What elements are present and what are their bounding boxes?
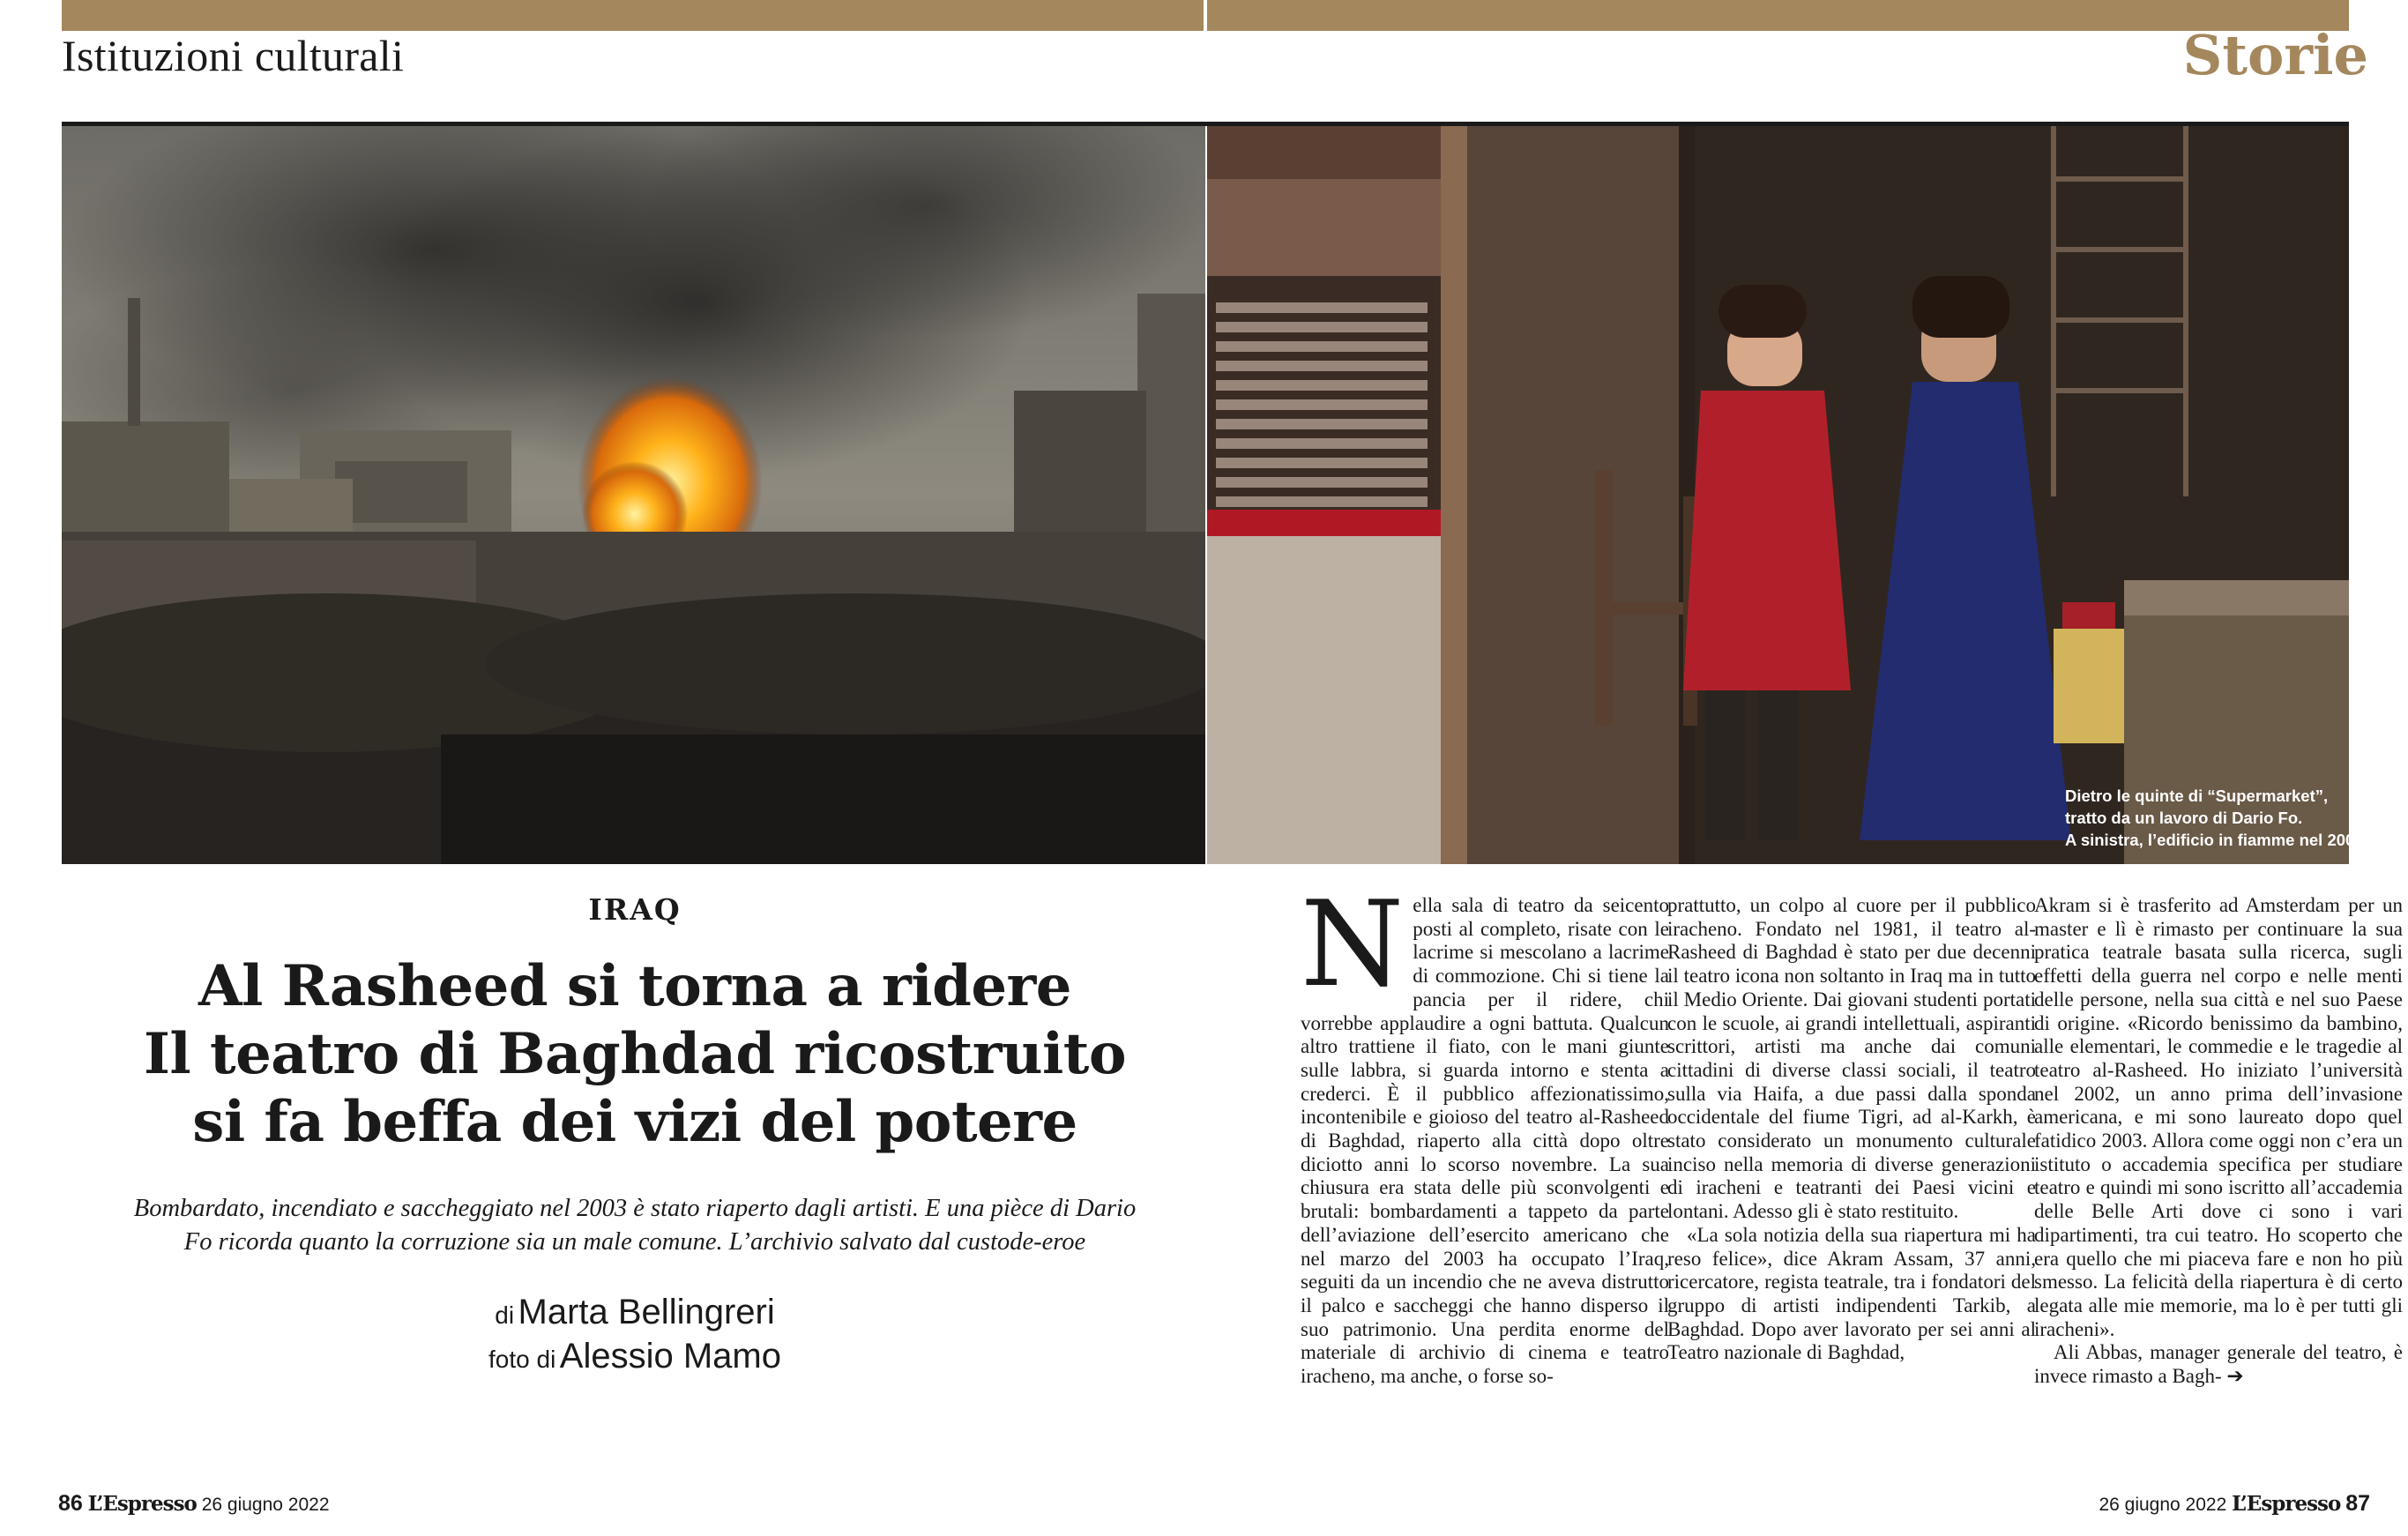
photographer-prefix: foto di	[488, 1346, 556, 1373]
headline-line-2: Il teatro di Baghdad ricostruito	[143, 1021, 1127, 1087]
column-3-paragraph-1: Akram si è trasferito ad Amsterdam per un master e lì è rimasto per continuare la sua pratica teatrale basata sulla ricerca, sugli effetti della guerra nel corpo e nelle menti delle persone, nella sua città e nel suo Paese di origine. «Ricordo benissimo da bambino, alle elementari, le commedie e le tragedie al teatro al-Rasheed. Ho iniziato l’università nel 2002, un anno prima dell’invasione americana, e mi sono laureato dopo quel fatidico 2003. Allora come oggi non c’era un istituto o accademia specifica per studiare teatro e quindi mi sono iscritto all’accademia delle Belle Arti dove ci sono i vari dipartimenti, tra cui teatro. Ho scoperto che era quello che mi piaceva fare e non ho più smesso. La felicità della riapertura è di certo legata alle mie memorie, ma lo è per tutti gli iracheni».	[2034, 894, 2403, 1340]
photo-backstage-supermarket	[1207, 126, 2349, 864]
subhead-line-1: Bombardato, incendiato e saccheggiato nel 2003 è stato riaperto dagli artisti. E una pièce di Dario	[133, 1195, 1137, 1222]
column-3-paragraph-2: Ali Abbas, manager generale del teatro, è invece rimasto a Bagh-	[2034, 1341, 2403, 1388]
column-2-paragraph-1: prattutto, un colpo al cuore per il pubblico iracheno. Fondato nel 1981, il teatro al-Rasheed di Baghdad è stato per due decenni il teatro icona non soltanto in Iraq ma in tutto il Medio Oriente. Dai giovani studenti portati con le scuole, ai grandi intellettuali, aspiranti scrittori, artisti ma anche dai comuni cittadini di diverse classi sociali, il teatro sulla via Haifa, a due passi dalla sponda occidentale del fiume Tigri, ad al-Karkh, è stato considerato un monumento culturale inciso nella memoria di diverse generazioni di iracheni e teatranti dei Paesi vicini e lontani. Adesso gli è stato restituito.	[1667, 894, 2036, 1223]
continue-arrow-icon: ➔	[2226, 1365, 2244, 1389]
brand-logo-left: L’Espresso	[87, 1492, 197, 1516]
headline	[62, 952, 1208, 1156]
footer-right	[2099, 1490, 2370, 1518]
kicker: IRAQ	[588, 892, 682, 927]
page-number-right: 87	[2345, 1491, 2370, 1516]
caption-line-3: A sinistra, l’edificio in fiamme nel 2003	[2065, 831, 2364, 849]
section-label-right: Storie	[2182, 23, 2368, 87]
footer-left	[58, 1490, 330, 1518]
caption-line-1: Dietro le quinte di “Supermarket”,	[2065, 787, 2329, 805]
article-column-2	[1667, 894, 2036, 1365]
column-2-paragraph-2: «La sola notizia della sua riapertura mi ha reso felice», dice Akram Assam, 37 anni, ricercatore, regista teatrale, tra i fondatori del gruppo di artisti indipendenti Tarkib, a Baghdad. Dopo aver lavorato per sei anni al Teatro nazionale di Baghdad,	[1667, 1223, 2036, 1364]
author-name: Marta Bellingreri	[518, 1293, 775, 1331]
section-label-left: Istituzioni culturali	[62, 31, 405, 80]
issue-date-right: 26 giugno 2022	[2099, 1495, 2227, 1515]
headline-line-1: Al Rasheed si torna a ridere	[198, 953, 1071, 1019]
top-accent-bar-left	[62, 0, 1204, 31]
top-accent-bar-right	[1207, 0, 2349, 31]
caption-line-2: tratto da un lavoro di Dario Fo.	[2065, 809, 2303, 827]
photo-fire-baghdad	[62, 126, 1205, 864]
photographer-byline	[62, 1337, 1208, 1376]
issue-date-left: 26 giugno 2022	[201, 1495, 330, 1515]
subheadline	[123, 1192, 1146, 1259]
column-1-text: ella sala di teatro da seicento posti al completo, risate con le lacrime si mescolano a lacrime di commozione. Chi si tiene la pancia per il ridere, chi vorrebbe applaudire a ogni battuta. Qualcun altro trattiene il fiato, con le mani giunte sulle labbra, si guarda intorno e stenta a crederci. È il pubblico affezionatissimo, incontenibile e gioioso del teatro al-Rasheed di Baghdad, riaperto alla città dopo oltre diciotto anni lo scorso novembre. La sua chiusura era stata delle più sconvolgenti e brutali: bombardamenti a tappeto da parte dell’aviazione dell’esercito americano che nel marzo del 2003 ha occupato l’Iraq, seguiti da un incendio che ne aveva distrutto il palco e saccheggi che hanno disperso il suo patrimonio. Una perdita enorme del materiale di archivio di cinema e teatro iracheno, ma anche, o forse so-	[1301, 894, 1669, 1388]
author-prefix: di	[495, 1301, 515, 1329]
photographer-name: Alessio Mamo	[559, 1337, 781, 1376]
author-byline	[62, 1293, 1208, 1332]
brand-logo-right: L’Espresso	[2232, 1492, 2341, 1516]
headline-line-3: si fa beffa dei vizi del potere	[192, 1089, 1077, 1155]
article-column-3	[2034, 894, 2403, 1389]
drop-cap: N	[1301, 876, 1405, 1013]
photo-caption	[2065, 785, 2391, 851]
page-number-left: 86	[58, 1491, 83, 1516]
subhead-line-2: Fo ricorda quanto la corruzione sia un male comune. L’archivio salvato dal custode-eroe	[183, 1228, 1086, 1256]
article-column-1	[1301, 876, 1669, 1389]
